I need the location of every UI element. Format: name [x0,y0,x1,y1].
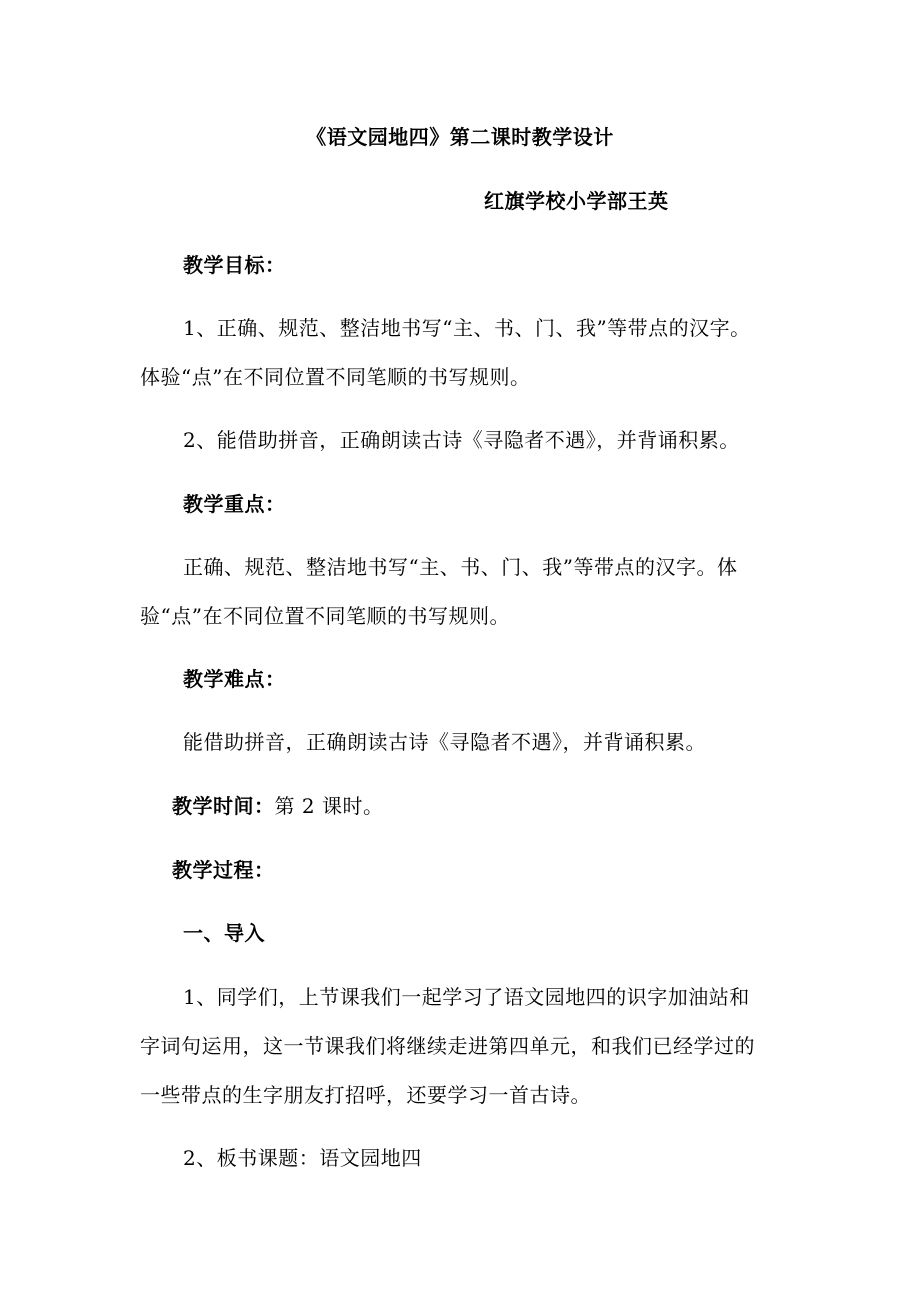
difficulties-text: 能借助拼音，正确朗读古诗《寻隐者不遇》，并背诵积累。 [183,730,706,754]
section-1-item-2: 2、板书课题：语文园地四 [183,1146,422,1170]
teaching-time-label: 教学时间： [172,794,275,818]
section-1-item-1-line-3: 一些带点的生字朋友打招呼，还要学习一首古诗。 [140,1083,591,1107]
objectives-heading: 教学目标： [183,253,286,277]
key-points-line-1: 正确、规范、整洁地书写“主、书、门、我”等带点的汉字。体 [183,555,738,579]
process-heading: 教学过程： [172,858,275,882]
teaching-time [172,793,383,819]
objective-1-line-2: 体验“点”在不同位置不同笔顺的书写规则。 [140,365,531,389]
section-1-item-1-line-1: 1、同学们，上节课我们一起学习了语文园地四的识字加油站和 [183,985,750,1009]
objective-2: 2、能借助拼音，正确朗读古诗《寻隐者不遇》，并背诵积累。 [183,428,740,452]
author-line: 红旗学校小学部王英 [484,189,669,213]
key-points-heading: 教学重点： [183,492,286,516]
teaching-time-value: 第 2 课时。 [274,794,384,818]
objective-1-line-1: 1、正确、规范、整洁地书写“主、书、门、我”等带点的汉字。 [183,316,751,340]
section-1-heading: 一、导入 [183,921,265,945]
key-points-line-2: 验“点”在不同位置不同笔顺的书写规则。 [140,604,510,628]
document-title: 《语文园地四》第二课时教学设计 [306,125,614,149]
section-1-item-1-line-2: 字词句运用，这一节课我们将继续走进第四单元，和我们已经学过的 [140,1034,755,1058]
difficulties-heading: 教学难点： [183,667,286,691]
